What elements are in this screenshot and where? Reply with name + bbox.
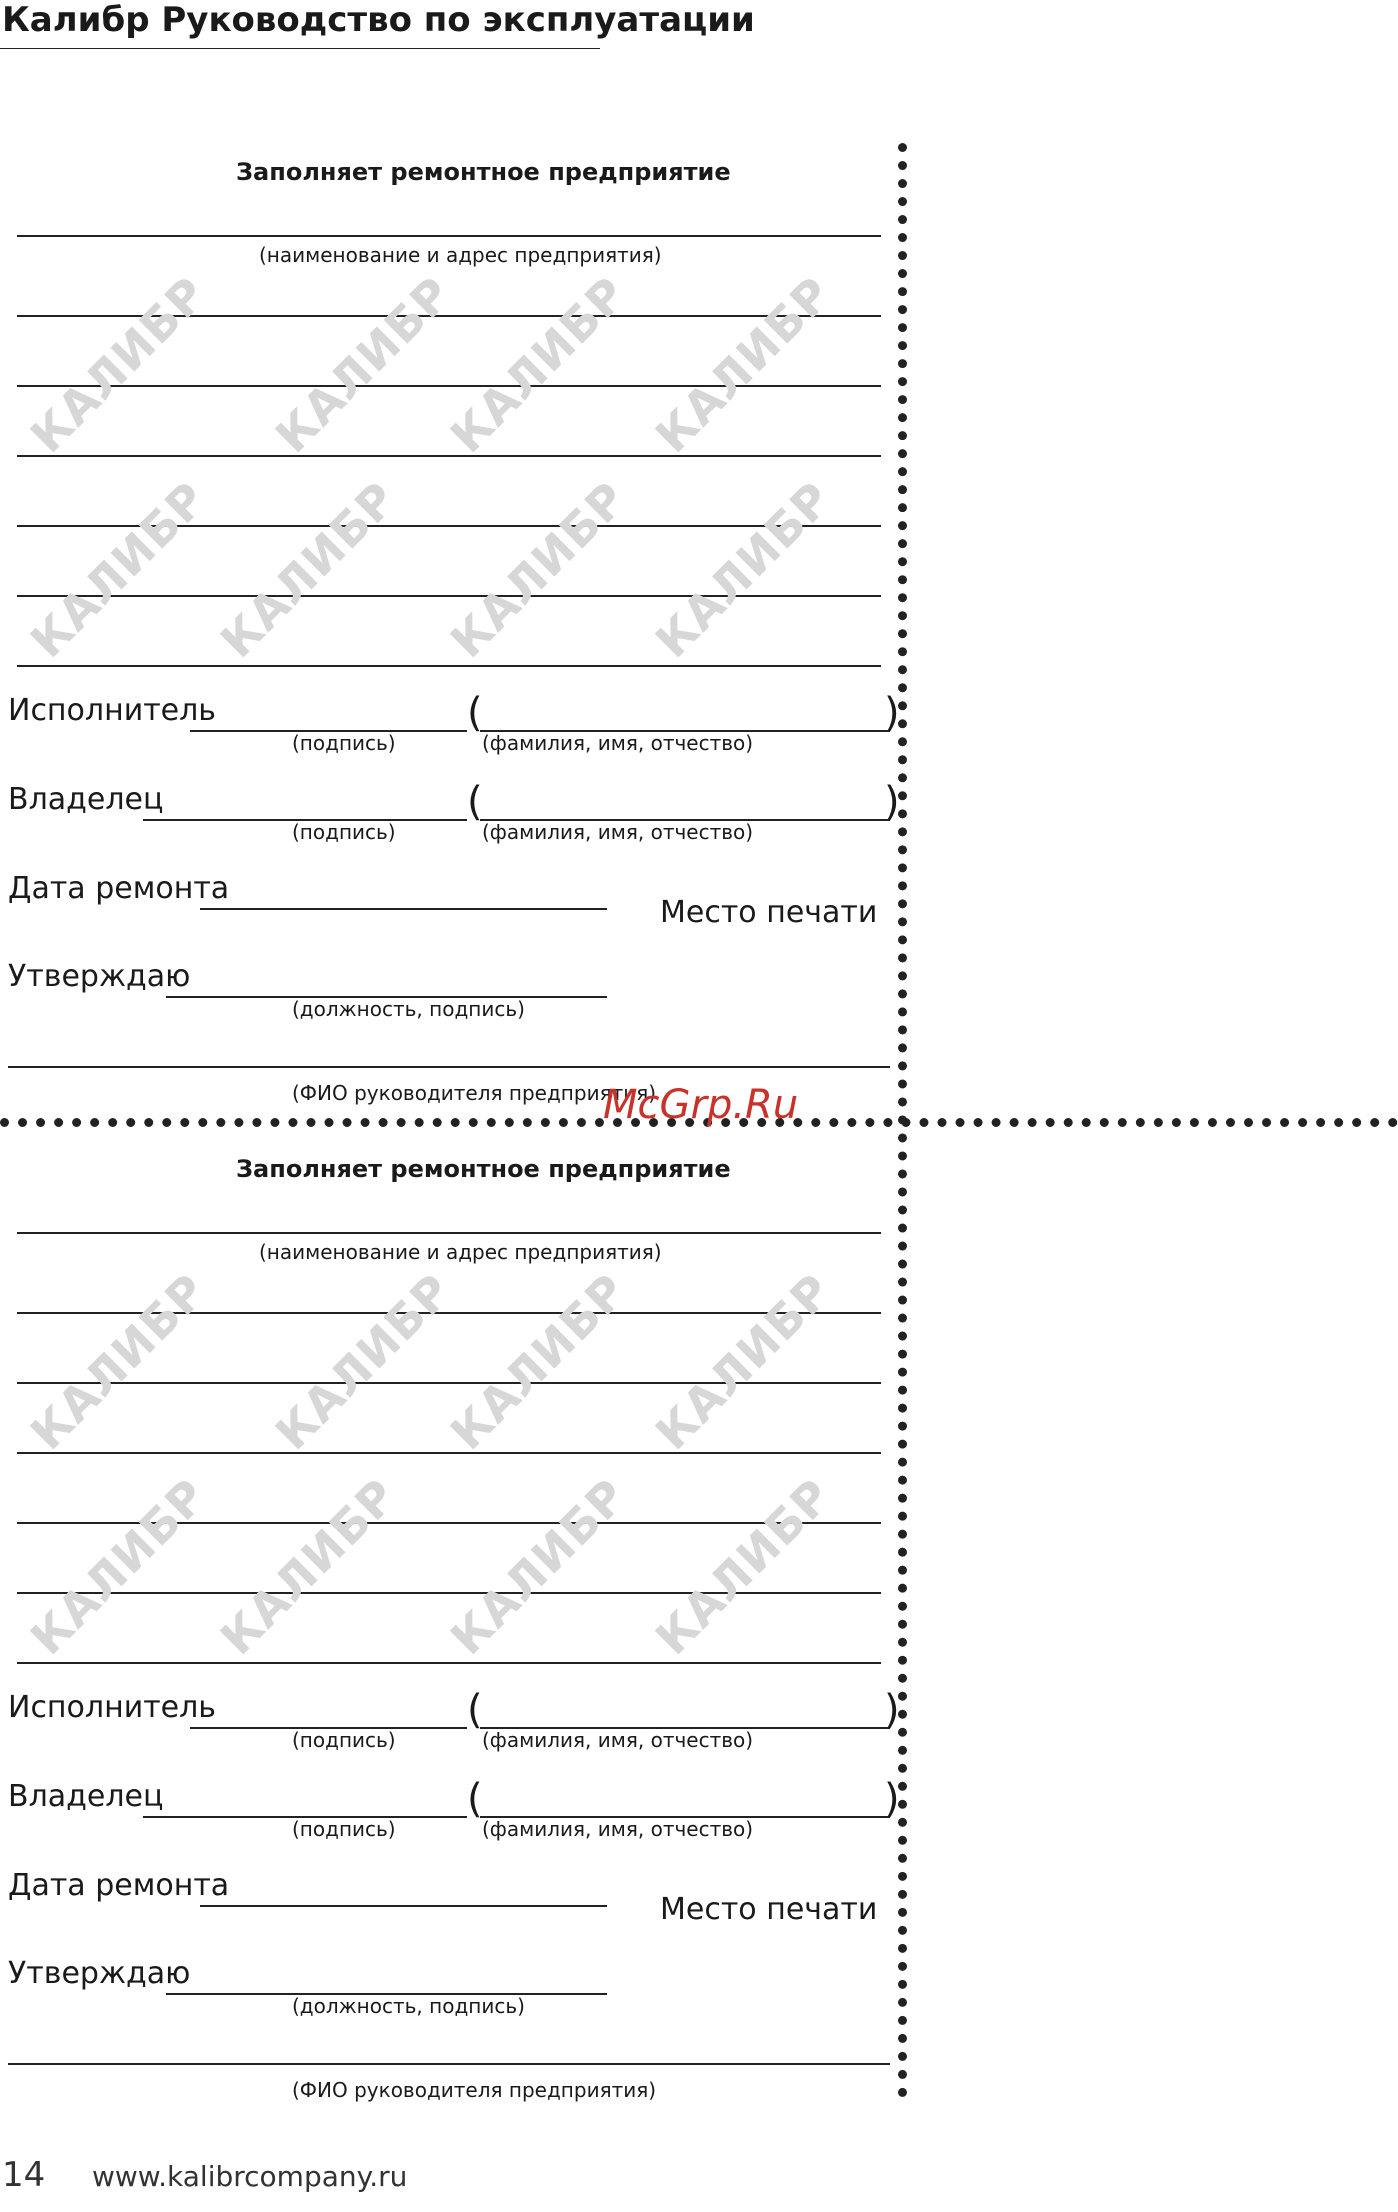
repair-form-bottom [0,1112,1398,2102]
position-caption: (должность, подпись) [292,997,525,1021]
executor-label: Исполнитель [8,1690,216,1725]
fullname-caption: (фамилия, имя, отчество) [482,820,754,844]
form-title: Заполняет ремонтное предприятие [236,1155,731,1183]
watermark: КАЛИБР [645,471,843,669]
signature-caption: (подпись) [292,1817,396,1841]
owner-label: Владелец [8,782,164,817]
open-paren: ( [467,1687,483,1733]
director-caption: (ФИО руководителя предприятия) [292,1081,657,1105]
signature-caption: (подпись) [292,1728,396,1752]
repair-form-top [0,115,1398,1105]
close-paren: ) [884,1776,900,1822]
director-line[interactable] [8,1066,890,1068]
watermark: КАЛИБР [645,1468,843,1666]
repair-date-line[interactable] [200,908,607,910]
signature-caption: (подпись) [292,820,396,844]
watermark: КАЛИБР [645,1263,843,1461]
footer-url[interactable]: www.kalibrcompany.ru [92,2160,408,2193]
repair-date-label: Дата ремонта [8,1868,230,1903]
open-paren: ( [467,690,483,736]
executor-label: Исполнитель [8,693,216,728]
watermark: КАЛИБР [440,471,638,669]
header-rule [0,48,600,49]
page-header-title: Калибр Руководство по эксплуатации [2,0,755,40]
watermark: КАЛИБР [440,266,638,464]
stamp-place-label: Место печати [660,1892,878,1927]
name-line-7 [17,665,881,667]
director-line[interactable] [8,2063,890,2065]
watermark: КАЛИБР [440,1263,638,1461]
watermark: КАЛИБР [20,266,218,464]
signature-caption: (подпись) [292,731,396,755]
close-paren: ) [884,1687,900,1733]
repair-date-line[interactable] [200,1905,607,1907]
site-brand: McGrp.Ru [603,1082,799,1128]
name-caption: (наименование и адрес предприятия) [259,1240,662,1264]
name-caption: (наименование и адрес предприятия) [259,243,662,267]
watermark: КАЛИБР [440,1468,638,1666]
fullname-caption: (фамилия, имя, отчество) [482,731,754,755]
watermark: КАЛИБР [210,1468,408,1666]
name-line-4 [17,1452,881,1454]
watermark: КАЛИБР [645,266,843,464]
form-title: Заполняет ремонтное предприятие [236,158,731,186]
watermark: КАЛИБР [265,266,463,464]
open-paren: ( [467,779,483,825]
watermark: КАЛИБР [210,471,408,669]
open-paren: ( [467,1776,483,1822]
name-line-7 [17,1662,881,1664]
watermark: КАЛИБР [265,1263,463,1461]
name-line-1 [17,1232,881,1234]
watermark: КАЛИБР [20,471,218,669]
repair-date-label: Дата ремонта [8,871,230,906]
position-caption: (должность, подпись) [292,1994,525,2018]
page-number: 14 [2,2155,46,2195]
fullname-caption: (фамилия, имя, отчество) [482,1817,754,1841]
name-line-4 [17,455,881,457]
watermark: КАЛИБР [20,1263,218,1461]
stamp-place-label: Место печати [660,895,878,930]
approve-label: Утверждаю [8,959,191,994]
approve-label: Утверждаю [8,1956,191,1991]
director-caption: (ФИО руководителя предприятия) [292,2078,657,2102]
owner-label: Владелец [8,1779,164,1814]
watermark: КАЛИБР [20,1468,218,1666]
name-line-1 [17,235,881,237]
fullname-caption: (фамилия, имя, отчество) [482,1728,754,1752]
close-paren: ) [884,690,900,736]
close-paren: ) [884,779,900,825]
